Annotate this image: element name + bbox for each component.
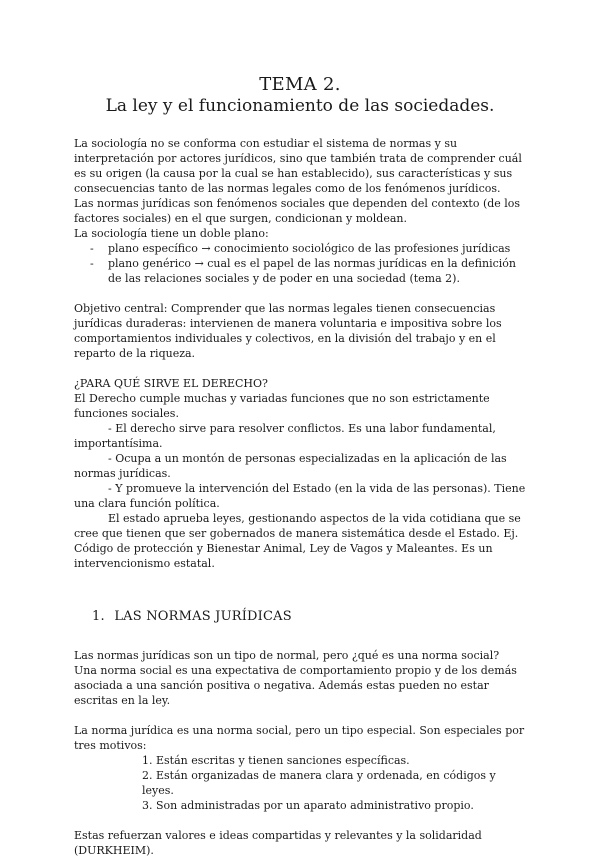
section-paragraph-3: La norma jurídica es una norma social, pero un tipo especial. Son especiales por tres motivos: [74,724,525,752]
derecho-paragraph-1: El Derecho cumple muchas y variadas funciones que no son estrictamente funciones sociales. [74,392,490,420]
section-number: 1. [92,609,105,624]
derecho-heading: ¿PARA QUÉ SIRVE EL DERECHO? [74,377,268,390]
derecho-item: - El derecho sirve para resolver conflictos. Es una labor fundamental, importantísima. [74,422,496,450]
intro-paragraph-2: Las normas jurídicas son fenómenos sociales que dependen del contexto (de los factores sociales) en el que surgen, condicionan y moldean. [74,197,521,225]
bullet-text: plano específico → conocimiento sociológico de las profesiones jurídicas [108,242,511,255]
derecho-item: - Ocupa a un montón de personas especializadas en la aplicación de las normas jurídicas. [74,452,507,480]
section-paragraph-1: Las normas jurídicas son un tipo de normal, pero ¿qué es una norma social? [74,649,500,662]
list-item: 2. Están organizadas de manera clara y ordenada, en códigos y leyes. [142,769,496,797]
objective-paragraph: Objetivo central: Comprender que las normas legales tienen consecuencias jurídicas duraderas: intervienen de manera voluntaria e impositiva sobre los comportamientos individuales y colectivos, en la división del trabajo y en el reparto de la riqueza. [74,302,502,360]
bullet-dash: - [90,242,94,255]
bullet-item [74,241,530,256]
bullet-item [74,256,530,286]
document-subtitle: La ley y el funcionamiento de las sociedades. [105,96,495,116]
bullet-text: plano genérico → cual es el papel de las normas jurídicas en la definición de las relaciones sociales y de poder en una sociedad (tema 2). [108,257,516,285]
list-item: 3. Son administradas por un aparato administrativo propio. [142,799,474,812]
section-heading [74,601,530,633]
section-heading-text: LAS NORMAS JURÍDICAS [114,609,292,624]
section-paragraph-4: Estas refuerzan valores e ideas compartidas y relevantes y la solidaridad (DURKHEIM). [74,829,482,857]
derecho-paragraph-2: El estado aprueba leyes, gestionando aspectos de la vida cotidiana que se cree que tienen que ser gobernados de manera sistemática desde el Estado. Ej. Código de protección y Bienestar Animal, Ley de Vagos y Maleantes. Es un intervencionismo estatal. [74,512,521,570]
document-body [74,136,530,858]
bullet-dash: - [90,257,94,270]
derecho-item: - Y promueve la intervención del Estado (en la vida de las personas). Tiene una clara función política. [74,482,526,510]
list-item: 1. Están escritas y tienen sanciones específicas. [142,754,410,767]
section-paragraph-2: Una norma social es una expectativa de comportamiento propio y de los demás asociada a una sanción positiva o negativa. Además estas pueden no estar escritas en la ley. [74,664,517,707]
document-title: TEMA 2. [259,74,341,95]
intro-paragraph-3: La sociología tiene un doble plano: [74,227,269,240]
intro-paragraph-1: La sociología no se conforma con estudiar el sistema de normas y su interpretación por actores jurídicos, sino que también trata de comprender cuál es su origen (la causa por la cual se han establecido), sus características y sus consecuencias tanto de las normas legales como de los fenómenos jurídicos. [74,137,522,195]
numbered-list [74,753,530,813]
